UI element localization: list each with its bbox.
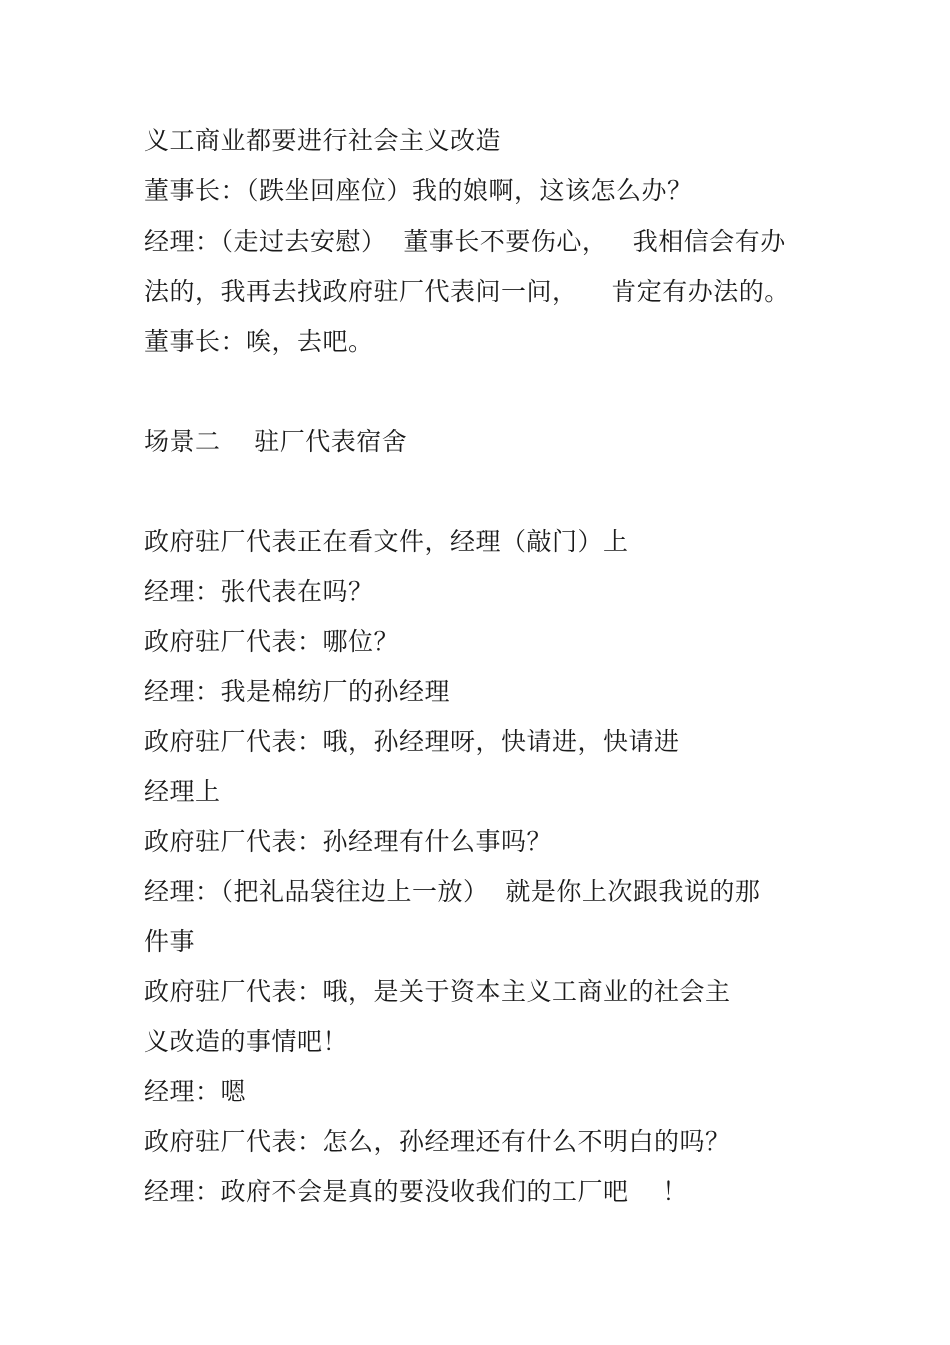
text-line: 经理：（走过去安慰） 董事长不要伤心， 我相信会有办	[144, 227, 786, 256]
text-line: 经理：政府不会是真的要没收我们的工厂吧 ！	[144, 1177, 688, 1206]
text-line: 经理：我是棉纺厂的孙经理	[144, 677, 451, 706]
text-line: 政府驻厂代表：哦，孙经理呀，快请进，快请进	[144, 727, 680, 756]
text-line: 政府驻厂代表：哦，是关于资本主义工商业的社会主	[144, 977, 731, 1006]
text-line: 经理：（把礼品袋往边上一放） 就是你上次跟我说的那	[144, 877, 761, 906]
text-line: 法的，我再去找政府驻厂代表问一问， 肯定有办法的。	[144, 277, 790, 306]
text-line: 件事	[144, 927, 196, 956]
text-line: 义工商业都要进行社会主义改造	[144, 126, 502, 155]
text-line: 董事长：（跌坐回座位）我的娘啊，这该怎么办？	[144, 176, 693, 205]
text-line: 经理：张代表在吗？	[144, 577, 374, 606]
text-line: 政府驻厂代表：哪位？	[144, 627, 400, 656]
text-line: 政府驻厂代表正在看文件，经理（敲门）上	[144, 527, 629, 556]
text-line: 经理：嗯	[144, 1077, 247, 1106]
text-line: 董事长：唉，去吧。	[144, 327, 374, 356]
text-line: 政府驻厂代表：怎么，孙经理还有什么不明白的吗？	[144, 1127, 731, 1156]
text-line: 义改造的事情吧！	[144, 1027, 349, 1056]
scene-heading: 场景二 驻厂代表宿舍	[144, 427, 408, 456]
text-line: 经理上	[144, 777, 221, 806]
text-line: 政府驻厂代表：孙经理有什么事吗？	[144, 827, 553, 856]
